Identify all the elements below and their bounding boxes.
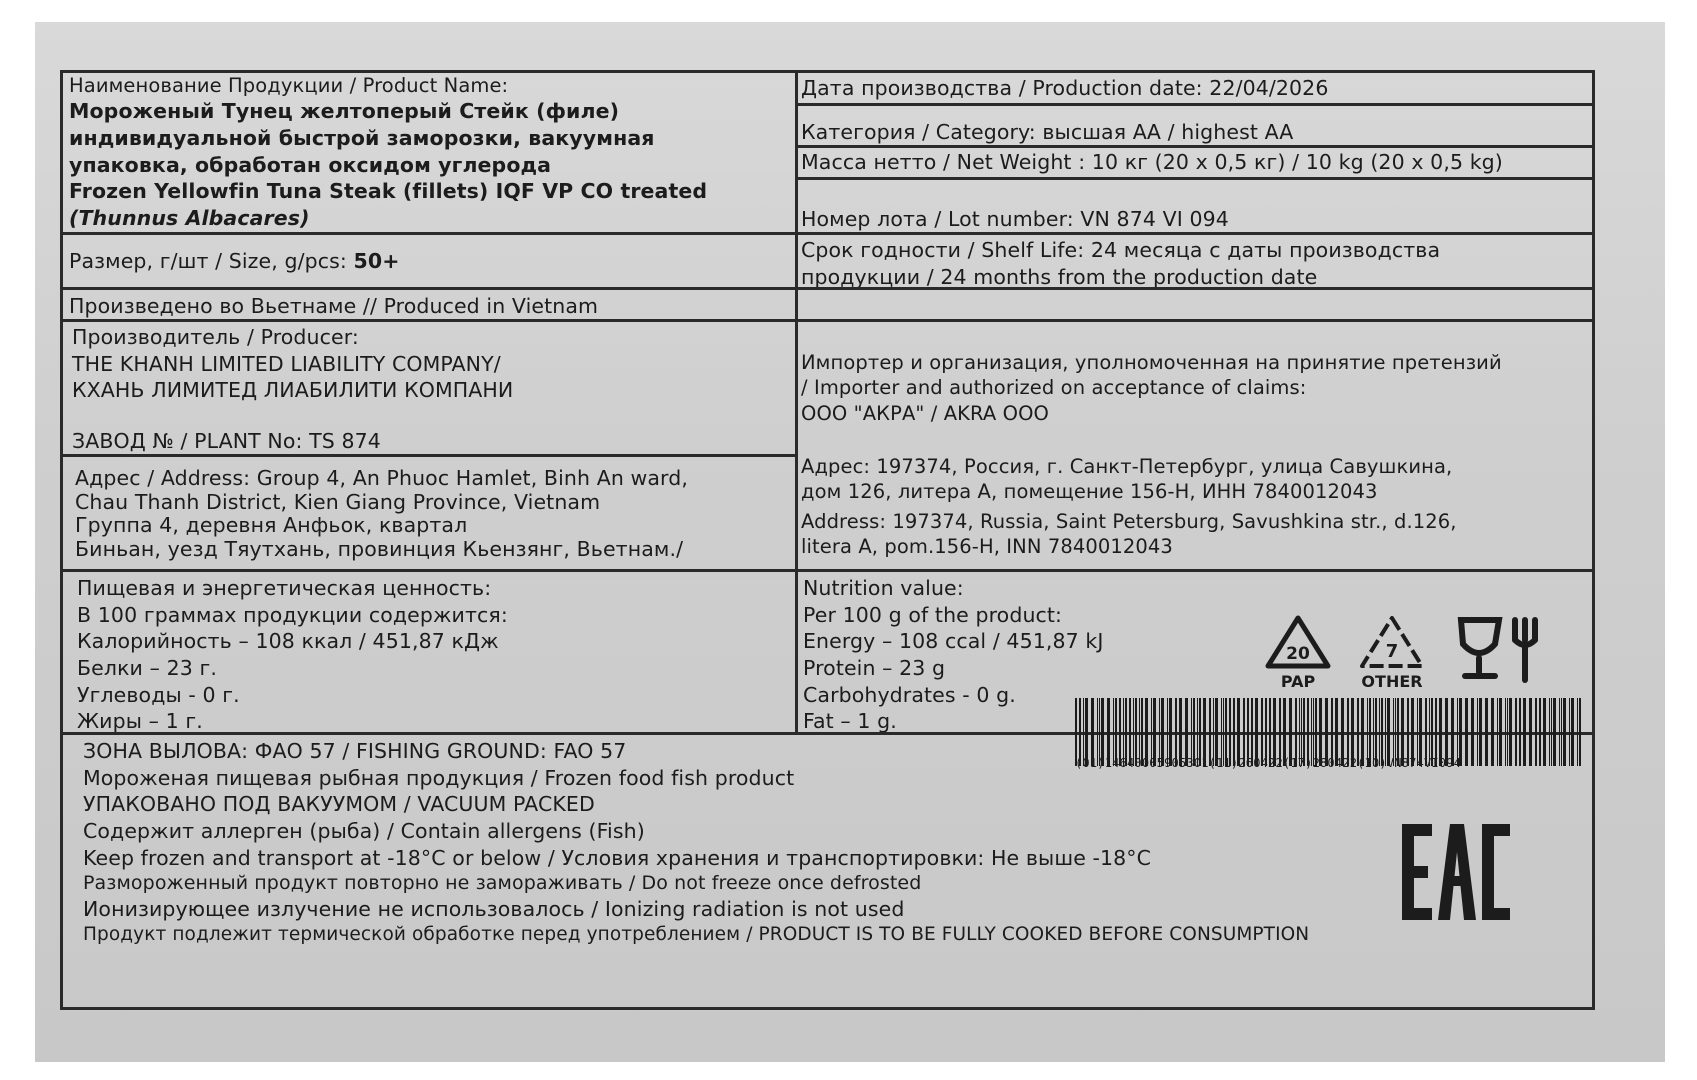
allergens: Содержит аллерген (рыба) / Contain allergens (Fish) [83,818,645,843]
producer-name-2: КХАНЬ ЛИМИТЕД ЛИАБИЛИТИ КОМПАНИ [72,378,514,403]
product-name-cell [63,73,798,235]
product-type: Мороженая пищевая рыбная продукция / Frozen food fish product [83,765,795,790]
footer-cell [63,735,1592,1007]
origin-cell [63,290,798,322]
product-name-en: Frozen Yellowfin Tuna Steak (fillets) IQF VP CO treated [69,179,708,204]
producer-name-1: THE KHANH LIMITED LIABILITY COMPANY/ [72,351,501,376]
recycle-20-pap-icon [1258,612,1338,692]
recycle-7-caption: OTHER [1361,672,1423,691]
nutrition-en-5: Carbohydrates - 0 g. [803,682,1016,707]
importer-cell [795,322,1592,572]
production-date-cell [795,73,1592,106]
radiation-note: Ионизирующее излучение не использовалось / Ionizing radiation is not used [83,896,905,921]
nutrition-ru-4: Белки – 23 г. [77,655,217,680]
cooking-note: Продукт подлежит термической обработке перед употреблением / PRODUCT IS TO BE FULLY COOKED BEFORE CONSUMPTION [83,923,1310,945]
origin-empty-cell [795,290,1592,322]
importer-line-2: / Importer and authorized on acceptance of claims: [801,376,1307,400]
nutrition-ru-5: Углеводы - 0 г. [77,682,240,707]
net-weight: Масса нетто / Net Weight : 10 кг (20 х 0,5 кг) / 10 kg (20 х 0,5 kg) [801,150,1503,174]
nutrition-ru-2: В 100 граммах продукции содержится: [77,602,508,627]
origin: Произведено во Вьетнаме // Produced in Vietnam [69,294,599,318]
size-value: 50+ [353,249,400,273]
net-weight-cell [795,148,1592,180]
nutrition-ru-cell [63,572,798,735]
size-label: Размер, г/шт / Size, g/pcs: [69,249,354,273]
product-name-header: Наименование Продукции / Product Name: [69,74,509,97]
plant-number: ЗАВОД № / PLANT No: TS 874 [72,428,381,453]
size-cell [63,235,798,290]
eac-mark-icon [1400,822,1512,922]
shelf-life-1: Срок годности / Shelf Life: 24 месяца с даты производства [801,238,1441,262]
importer-address-ru-2: дом 126, литера А, помещение 156-Н, ИНН 7840012043 [801,480,1378,504]
nutrition-ru-3: Калорийность – 108 ккал / 451,87 кДж [77,629,499,654]
storage-conditions: Keep frozen and transport at -18°C or below / Условия хранения и транспортировки: Не выше -18°C [83,845,1152,870]
importer-address-en-1: Address: 197374, Russia, Saint Petersburg, Savushkina str., d.126, [801,509,1457,533]
category-cell [795,106,1592,148]
shelf-life-cell [795,235,1592,290]
product-name-ru-2: индивидуальной быстрой заморозки, вакуумная [69,125,655,150]
lot-number: Номер лота / Lot number: VN 874 VI 094 [801,207,1229,231]
importer-address-en-2: litera A, pom.156-H, INN 7840012043 [801,535,1173,559]
product-label [60,70,1595,1010]
shelf-life-2: продукции / 24 months from the production date [801,264,1318,289]
vacuum-packed: УПАКОВАНО ПОД ВАКУУМОМ / VACUUM PACKED [83,792,595,817]
nutrition-en-1: Nutrition value: [803,576,964,600]
recycle-7-other-icon [1352,612,1432,692]
nutrition-en-4: Protein – 23 g [803,655,946,680]
recycle-20-number: 20 [1286,644,1310,664]
importer-line-1: Импортер и организация, уполномоченная на принятие претензий [801,351,1502,374]
producer-address-2: Chau Thanh District, Kien Giang Province, Vietnam [75,489,601,514]
product-name-ru-1: Мороженый Тунец желтоперый Стейк (филе) [69,99,620,124]
nutrition-ru-1: Пищевая и энергетическая ценность: [77,576,492,600]
production-date: Дата производства / Production date: 22/04/2026 [801,76,1329,100]
category: Категория / Category: высшая АА / highest AA [801,120,1294,144]
recycle-20-caption: PAP [1280,672,1316,691]
glass-fork-icon [1455,614,1547,684]
lot-number-cell [795,180,1592,235]
recycle-7-number: 7 [1385,641,1399,662]
nutrition-ru-6: Жиры – 1 г. [77,709,203,734]
importer-address-ru-1: Адрес: 197374, Россия, г. Санкт-Петербург, улица Савушкина, [801,455,1453,479]
fishing-ground: ЗОНА ВЫЛОВА: ФАО 57 / FISHING GROUND: FAO 57 [83,739,627,763]
producer-address-3: Группа 4, деревня Анфьок, квартал [75,513,468,538]
nutrition-en-2: Per 100 g of the product: [803,602,1063,627]
nutrition-en-6: Fat – 1 g. [803,709,897,734]
producer-header: Производитель / Producer: [72,325,359,349]
nutrition-en-3: Energy – 108 ccal / 451,87 kJ [803,629,1104,654]
product-name-ru-3: упаковка, обработан оксидом углерода [69,152,552,177]
importer-line-3: ООО "АКРА" / AKRA OOO [801,401,1050,425]
producer-cell [63,322,798,457]
barcode-number: (01)14640005905301(11)260422(17)280422(10)VN874VI094 [1075,756,1462,770]
defrost-warning: Размороженный продукт повторно не замораживать / Do not freeze once defrosted [83,872,922,895]
producer-address-cell [63,457,798,572]
product-latin-name: (Thunnus Albacares) [69,205,310,230]
producer-address-4: Биньан, уезд Тяутхань, провинция Кьензянг, Вьетнам./ [75,536,684,561]
producer-address-1: Адрес / Address: Group 4, An Phuoc Hamlet, Binh An ward, [75,466,688,490]
